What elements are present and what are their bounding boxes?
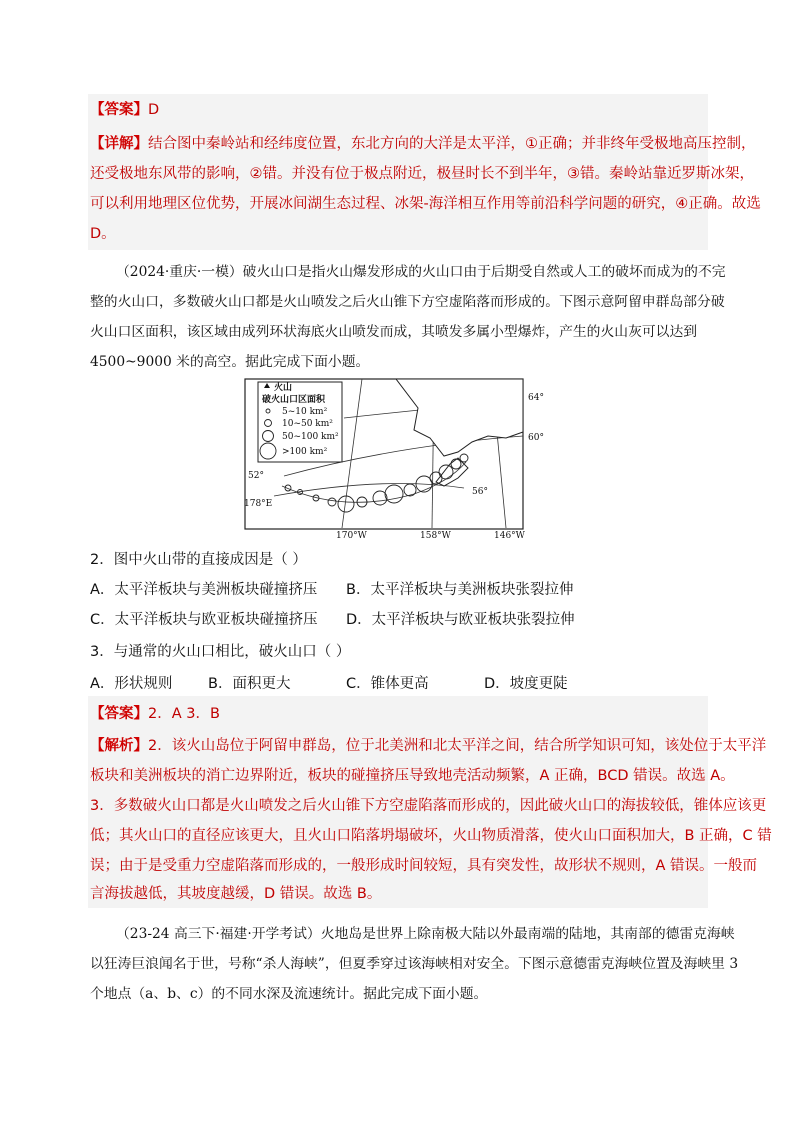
detail-line-1 xyxy=(90,134,756,154)
detail-tag: 【详解】 xyxy=(90,136,148,152)
analysis-text-3: 3．多数破火山口都是火山喷发之后火山锥下方空虚陷落而形成的，因此破火山口的海拔较低，锥体应该更 xyxy=(90,798,767,814)
lon-label-158w: 158°W xyxy=(420,531,451,538)
analysis-text-2: 板块和美洲板块的消亡边界附近，板块的碰撞挤压导致地壳活动频繁，A 正确，BCD 错误。故选 A。 xyxy=(90,768,735,784)
q3-option-a: A．形状规则 xyxy=(90,676,173,692)
lat-label-64: 64° xyxy=(528,393,544,403)
intro1-line-3: 火山口区面积，该区域由成列环状海底火山喷发而成，其喷发多属小型爆炸，产生的火山灰可以达到 xyxy=(90,324,698,340)
analysis-text-4: 低；其火山口的直径应该更大，且火山口陷落坍塌破坏，火山物质滑落，使火山口面积加大，B 正确，C 错 xyxy=(90,828,772,844)
q3-option-c: C．锥体更高 xyxy=(346,676,429,692)
detail-text-2: 还受极地东风带的影响，②错。并没有位于极点附近，极昼时长不到半年，③错。秦岭站靠近罗斯冰架， xyxy=(90,166,754,182)
lon-label-170w: 170°W xyxy=(336,531,367,538)
answer2-value: 2．A 3．B xyxy=(148,706,220,722)
analysis-text-1: 2．该火山岛位于阿留申群岛，位于北美洲和北太平洋之间，结合所学知识可知，该处位于太平洋 xyxy=(148,738,767,754)
aleutian-caldera-map xyxy=(244,378,550,538)
lat-label-52: 52° xyxy=(248,471,264,481)
legend-item-4: >100 km² xyxy=(282,447,328,457)
q3-option-d: D．坡度更陡 xyxy=(484,676,568,692)
analysis-text-6: 言海拔越低，其坡度越缓，D 错误。故选 B。 xyxy=(90,886,382,902)
q2-option-d: D．太平洋板块与欧亚板块张裂拉伸 xyxy=(346,612,575,628)
legend-title-1: 火山 xyxy=(274,383,293,393)
detail-text-1: 结合图中秦岭站和经纬度位置，东北方向的大洋是太平洋，①正确；并非终年受极地高压控制， xyxy=(148,136,756,152)
intro2-line-2: 以狂涛巨浪闻名于世，号称“杀人海峡”，但夏季穿过该海峡相对安全。下图示意德雷克海峡位置及海峡里 3 xyxy=(90,956,739,972)
intro1-line-4: 4500~9000 米的高空。据此完成下面小题。 xyxy=(90,354,370,370)
q2-stem: 2．图中火山带的直接成因是（ ） xyxy=(90,552,307,568)
q3-stem: 3．与通常的火山口相比，破火山口（ ） xyxy=(90,644,351,660)
answer-line-1 xyxy=(90,100,159,120)
answer2-line xyxy=(90,704,220,724)
answer-tag: 【答案】 xyxy=(90,102,148,118)
answer-value: D xyxy=(148,102,160,118)
intro2-line-1: （23-24 高三下·福建·开学考试）火地岛是世界上除南极大陆以外最南端的陆地，其南部的德雷克海峡 xyxy=(116,926,735,942)
intro1-line-2: 整的火山口，多数破火山口都是火山喷发之后火山锥下方空虚陷落而形成的。下图示意阿留申群岛部分破 xyxy=(90,294,725,310)
q2-option-a: A．太平洋板块与美洲板块碰撞挤压 xyxy=(90,582,318,598)
legend-item-2: 10~50 km² xyxy=(282,419,333,429)
alaska-landmass xyxy=(396,379,523,456)
legend-item-1: 5~10 km² xyxy=(282,407,328,417)
q2-option-b: B．太平洋板块与美洲板块张裂拉伸 xyxy=(346,582,574,598)
q3-option-b: B．面积更大 xyxy=(208,676,291,692)
detail-text-3: 可以利用地理区位优势，开展冰间湖生态过程、冰架-海洋相互作用等前沿科学问题的研究，④正确。故选 xyxy=(90,196,761,212)
intro2-line-3: 个地点（a、b、c）的不同水深及流速统计。据此完成下面小题。 xyxy=(90,986,488,1002)
answer2-tag: 【答案】 xyxy=(90,706,148,722)
lat-label-56: 56° xyxy=(472,487,488,497)
intro1-line-1: （2024·重庆·一模）破火山口是指火山爆发形成的火山口由于后期受自然或人工的破坏而成为的不完 xyxy=(116,264,726,280)
lon-label-146w: 146°W xyxy=(494,531,525,538)
lon-label-178e: 178°E xyxy=(244,499,273,509)
analysis-tag: 【解析】 xyxy=(90,738,148,754)
q2-option-c: C．太平洋板块与欧亚板块碰撞挤压 xyxy=(90,612,318,628)
legend-title-2: 破火山口区面积 xyxy=(262,395,326,405)
analysis-text-5: 误；由于是受重力空虚陷落而形成的，一般形成时间较短，具有突发性，故形状不规则，A 错误。一般而 xyxy=(90,858,758,874)
legend-item-3: 50~100 km² xyxy=(282,432,339,442)
lat-label-60: 60° xyxy=(528,433,544,443)
detail-text-4: D。 xyxy=(90,226,116,242)
analysis-line-1 xyxy=(90,736,766,756)
